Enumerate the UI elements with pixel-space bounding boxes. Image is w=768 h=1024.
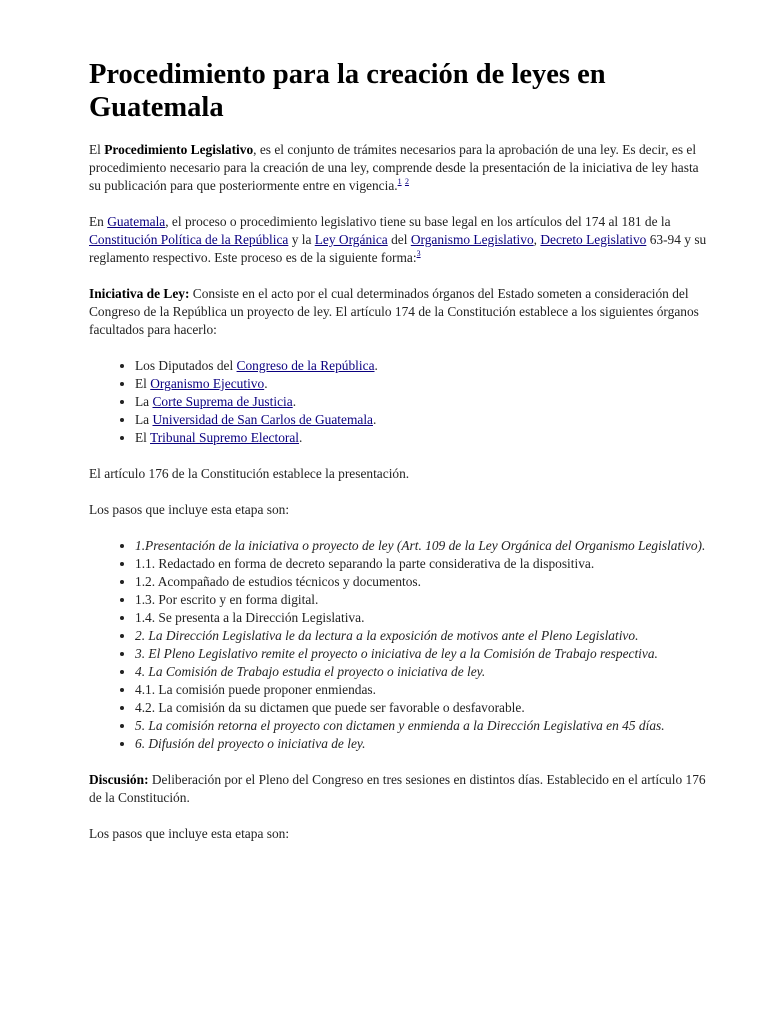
list-item: • La Universidad de San Carlos de Guatemala. — [135, 411, 712, 429]
link-ley-organica[interactable]: Ley Orgánica — [314, 232, 388, 247]
list-item: • 2. La Dirección Legislativa le da lectura a la exposición de motivos ante el Pleno Legislativo. — [135, 627, 712, 645]
list-item: • La Corte Suprema de Justicia. — [135, 393, 712, 411]
ref-3[interactable]: 3 — [416, 249, 421, 258]
link-constitucion[interactable]: Constitución Política de la República — [89, 232, 289, 247]
list-item: • 1.4. Se presenta a la Dirección Legislativa. — [135, 609, 712, 627]
list-item: • 3. El Pleno Legislativo remite el proyecto o iniciativa de ley a la Comisión de Trabajo respectiva. — [135, 645, 712, 663]
list-item: • El Tribunal Supremo Electoral. — [135, 429, 712, 447]
discusion-paragraph: Discusión: Deliberación por el Pleno del Congreso en tres sesiones en distintos días. Establecido en el artículo 176 de la Constitución. — [89, 772, 706, 805]
ref-2[interactable]: 2 — [404, 177, 409, 186]
link-decreto-legislativo[interactable]: Decreto Legislativo — [540, 232, 647, 247]
list-item: • 1.2. Acompañado de estudios técnicos y documentos. — [135, 573, 712, 591]
bold-term: Iniciativa de Ley: — [89, 286, 190, 301]
ref-1[interactable]: 1 — [397, 177, 402, 186]
list-item: • 1.3. Por escrito y en forma digital. — [135, 591, 712, 609]
list-item: • El Organismo Ejecutivo. — [135, 375, 712, 393]
list-item: • 4. La Comisión de Trabajo estudia el proyecto o iniciativa de ley. — [135, 663, 712, 681]
link-organismo-ejecutivo[interactable]: Organismo Ejecutivo — [150, 376, 265, 391]
list-item: • 1.1. Redactado en forma de decreto separando la parte considerativa de la dispositiva. — [135, 555, 712, 573]
bold-term: Discusión: — [89, 772, 149, 787]
presentation-paragraph: El artículo 176 de la Constitución establece la presentación. — [89, 466, 410, 481]
iniciativa-paragraph: Iniciativa de Ley: Consiste en el acto por el cual determinados órganos del Estado someten a consideración del Congreso de la República un proyecto de ley. El artículo 174 de la Constitución establece a los siguientes órganos facultados para hacerlo: — [89, 286, 699, 337]
link-usac[interactable]: Universidad de San Carlos de Guatemala — [152, 412, 373, 427]
list-item: • 5. La comisión retorna el proyecto con dictamen y enmienda a la Dirección Legislativa en 45 días. — [135, 717, 712, 735]
steps-list — [89, 537, 712, 753]
list-item: • Los Diputados del Congreso de la República. — [135, 357, 712, 375]
list-item: • 6. Difusión del proyecto o iniciativa de ley. — [135, 735, 712, 753]
organs-list — [89, 357, 712, 447]
link-guatemala[interactable]: Guatemala — [107, 214, 166, 229]
steps-intro-2: Los pasos que incluye esta etapa son: — [89, 826, 290, 841]
list-item: • 1.Presentación de la iniciativa o proyecto de ley (Art. 109 de la Ley Orgánica del Organismo Legislativo). — [135, 537, 712, 555]
steps-intro: Los pasos que incluye esta etapa son: — [89, 502, 290, 517]
link-organismo-legislativo[interactable]: Organismo Legislativo — [410, 232, 534, 247]
link-corte-suprema[interactable]: Corte Suprema de Justicia — [152, 394, 293, 409]
bold-term: Procedimiento Legislativo — [104, 142, 254, 157]
list-item: • 4.1. La comisión puede proponer enmiendas. — [135, 681, 712, 699]
list-item: • 4.2. La comisión da su dictamen que puede ser favorable o desfavorable. — [135, 699, 712, 717]
link-congreso[interactable]: Congreso de la República — [236, 358, 375, 373]
legal-basis-paragraph: En Guatemala, el proceso o procedimiento legislativo tiene su base legal en los artículos del 174 al 181 de la Constitución Política de la República y la Ley Orgánica del Organismo Legislativo, Decreto Legislativo 63-94 y su reglamento respectivo. Este proceso es de la siguiente forma:$^3$ — [89, 214, 707, 265]
page-title: Procedimiento para la creación de leyes en Guatemala — [89, 59, 606, 123]
intro-paragraph: El Procedimiento Legislativo, es el conjunto de trámites necesarios para la aprobación de una ley. Es decir, es el procedimiento necesario para la creación de una ley, comprende desde la presentación de la iniciativa de ley hasta su publicación para que posteriormente entre en vigencia.$^1$ $^2$ — [89, 142, 699, 193]
link-tse[interactable]: Tribunal Supremo Electoral — [150, 430, 300, 445]
